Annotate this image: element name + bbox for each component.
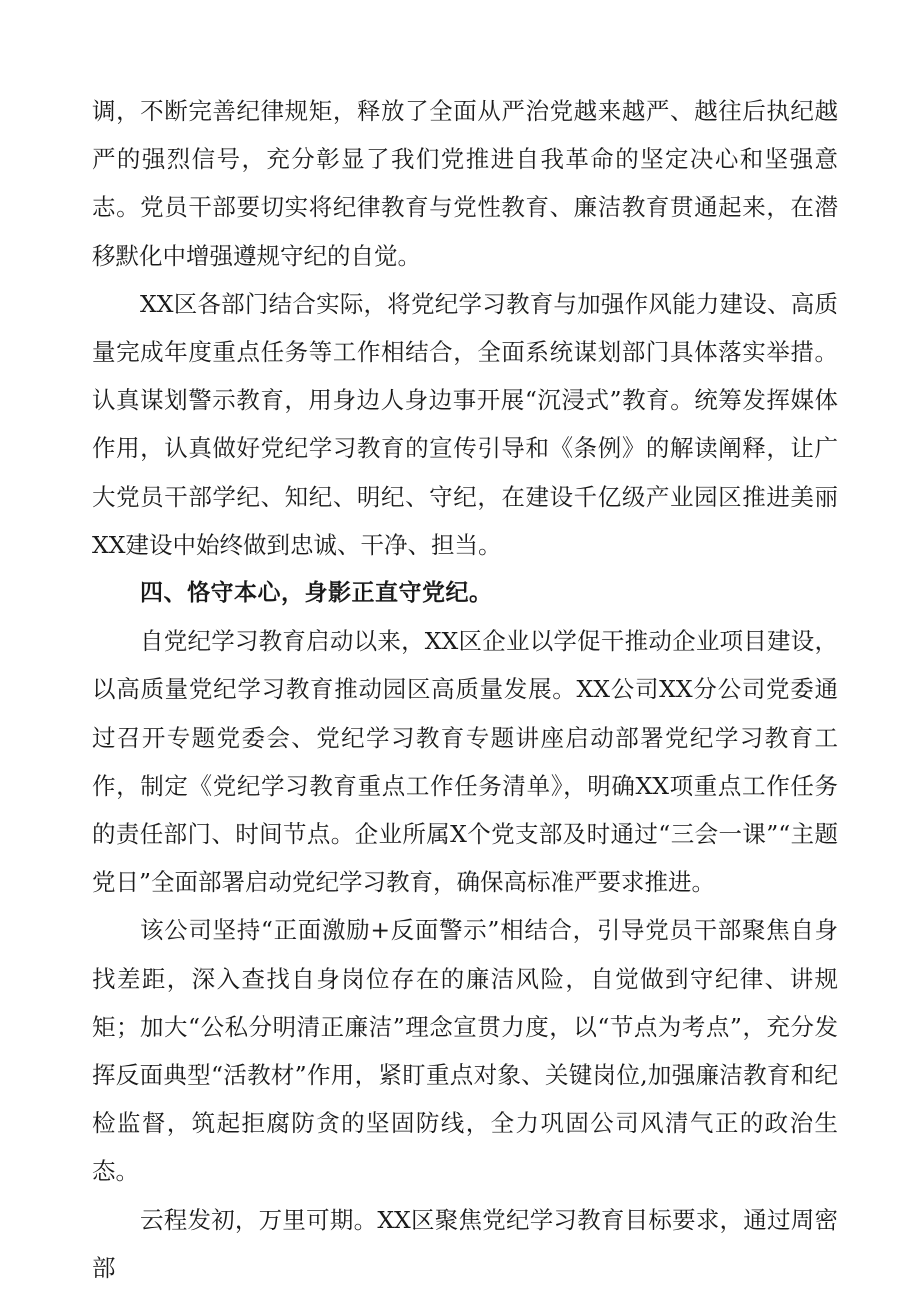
section-heading: 四、恪守本心，身影正直守党纪。 <box>140 580 493 607</box>
paragraph-continuation: 调，不断完善纪律规矩，释放了全面从严治党越来越严、越往后执纪越严的强烈信号，充分彰显了我们党推进自我革命的坚定决心和坚强意志。党员干部要切实将纪律教育与党性教育、廉洁教育贯通起来，在潜移默化中增强遵规守纪的自觉。 <box>92 97 838 270</box>
paragraph-company-warning: 该公司坚持“正面激励+反面警示”相结合，引导党员干部聚焦自身找差距，深入查找自身岗位存在的廉洁风险，自觉做到守纪律、讲规矩；加大“公私分明清正廉洁”理念宣贯力度，以“节点为考点”，充分发挥反面典型“活教材”作用，紧盯重点对象、关键岗位,加强廉洁教育和纪检监督，筑起拒腐防贪的坚固防线，全力巩固公司风清气正的政治生态。 <box>92 916 838 1186</box>
paragraph-enterprise-startup: 自党纪学习教育启动以来，XX区企业以学促干推动企业项目建设，以高质量党纪学习教育推动园区高质量发展。XX公司XX分公司党委通过召开专题党委会、党纪学习教育专题讲座启动部署党纪学习教育工作，制定《党纪学习教育重点工作任务清单》，明确XX项重点工作任务的责任部门、时间节点。企业所属X个党支部及时通过“三会一课”“主题党日”全面部署启动党纪学习教育，确保高标准严要求推进。 <box>92 627 838 897</box>
paragraph-department-practice: XX区各部门结合实际，将党纪学习教育与加强作风能力建设、高质量完成年度重点任务等工作相结合，全面系统谋划部门具体落实举措。认真谋划警示教育，用身边人身边事开展“沉浸式”教育。统筹发挥媒体作用，认真做好党纪学习教育的宣传引导和《条例》的解读阐释，让广大党员干部学纪、知纪、明纪、守纪，在建设千亿级产业园区推进美丽XX建设中始终做到忠诚、干净、担当。 <box>92 289 838 559</box>
document-page <box>92 87 838 1292</box>
paragraph-closing: 云程发初，万里可期。XX区聚焦党纪学习教育目标要求，通过周密部 <box>92 1205 838 1282</box>
